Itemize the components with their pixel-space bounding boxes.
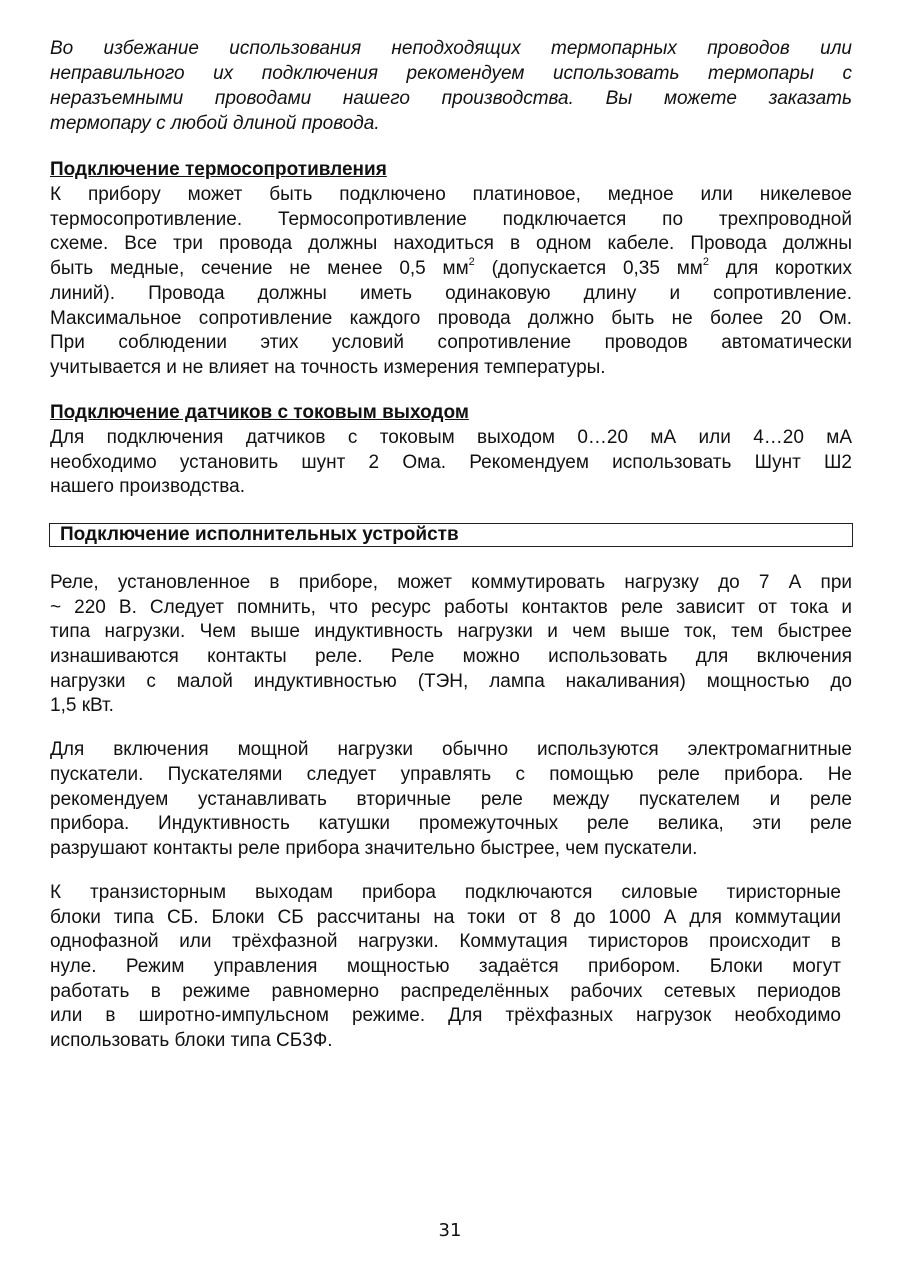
text-line: 1,5 кВт. — [50, 695, 114, 716]
text-line: нагрузки с малой индуктивностью (ТЭН, лампа накаливания) мощностью до — [50, 671, 852, 692]
text-line: или в широтно-импульсном режиме. Для трёхфазных нагрузок необходимо — [50, 1005, 841, 1026]
text-line: учитывается и не влияет на точность измерения температуры. — [50, 357, 606, 378]
text-line: изнашиваются контакты реле. Реле можно использовать для включения — [50, 646, 852, 667]
text-line: нуле. Режим управления мощностью задаётся прибором. Блоки могут — [50, 956, 841, 977]
text-line: прибора. Индуктивность катушки промежуточных реле велика, эти реле — [50, 813, 852, 834]
text-line: При соблюдении этих условий сопротивление проводов автоматически — [50, 332, 852, 353]
superscript: 2 — [702, 256, 709, 268]
text-line: пускатели. Пускателями следует управлять с помощью реле прибора. Не — [50, 764, 852, 785]
text-line: однофазной или трёхфазной нагрузки. Коммутация тиристоров происходит в — [50, 931, 841, 952]
text-line: типа нагрузки. Чем выше индуктивность нагрузки и чем выше ток, тем быстрее — [50, 621, 852, 642]
section-heading-actuators: Подключение исполнительных устройств — [49, 523, 853, 547]
text-line: ~ 220 В. Следует помнить, что ресурс работы контактов реле зависит от тока и — [50, 597, 852, 618]
text-line: разрушают контакты реле прибора значительно быстрее, чем пускатели. — [50, 838, 698, 859]
text-line: Для включения мощной нагрузки обычно используются электромагнитные — [50, 739, 852, 760]
text-line: Реле, установленное в приборе, может коммутировать нагрузку до 7 А при — [50, 572, 852, 593]
text-line: К транзисторным выходам прибора подключаются силовые тиристорные — [50, 882, 841, 903]
text-line: Во избежание использования неподходящих термопарных проводов или — [50, 38, 852, 59]
text-segment: быть медные, сечение не менее 0,5 мм — [50, 258, 469, 279]
text-line: Для подключения датчиков с токовым выходом 0…20 мА или 4…20 мА — [50, 427, 852, 448]
text-line: неразъемными проводами нашего производства. Вы можете заказать — [50, 88, 852, 109]
text-line: использовать блоки типа СБ3Ф. — [50, 1030, 333, 1051]
text-line: линий). Провода должны иметь одинаковую длину и сопротивление. — [50, 283, 852, 304]
text-line: работать в режиме равномерно распределённых рабочих сетевых периодов — [50, 981, 841, 1002]
text-line: Максимальное сопротивление каждого провода должно быть не более 20 Ом. — [50, 308, 852, 329]
superscript: 2 — [468, 256, 475, 268]
text-line: термосопротивление. Термосопротивление подключается по трехпроводной — [50, 209, 852, 230]
section-heading-rtd: Подключение термосопротивления — [50, 159, 387, 180]
text-line: неправильного их подключения рекомендуем использовать термопары с — [50, 63, 852, 84]
text-line: нашего производства. — [50, 476, 246, 497]
text-line-with-superscripts — [50, 257, 852, 281]
text-line: схеме. Все три провода должны находиться в одном кабеле. Провода должны — [50, 233, 852, 254]
page-number: 31 — [438, 1220, 462, 1241]
text-line: К прибору может быть подключено платиновое, медное или никелевое — [50, 184, 852, 205]
text-line: рекомендуем устанавливать вторичные реле между пускателем и реле — [50, 789, 852, 810]
text-line: термопару с любой длиной провода. — [50, 113, 380, 134]
text-segment: для коротких — [708, 258, 852, 279]
text-line: блоки типа СБ. Блоки СБ рассчитаны на токи от 8 до 1000 А для коммутации — [50, 907, 841, 928]
text-line: необходимо установить шунт 2 Ома. Рекомендуем использовать Шунт Ш2 — [50, 452, 852, 473]
text-segment: (допускается 0,35 мм — [474, 258, 703, 279]
section-heading-current-sensors: Подключение датчиков с токовым выходом — [50, 402, 469, 423]
